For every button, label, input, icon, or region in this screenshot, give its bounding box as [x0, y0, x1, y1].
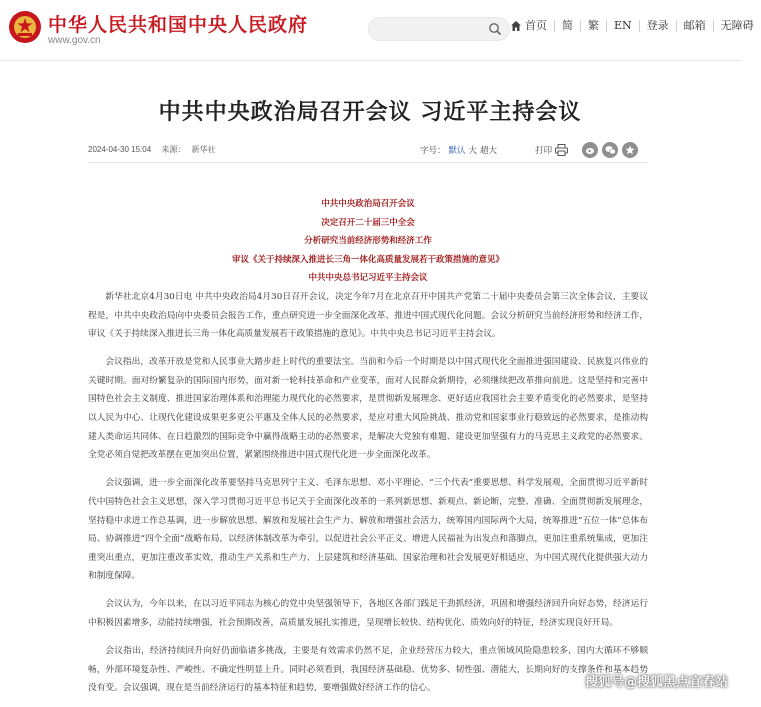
search-icon[interactable] [488, 22, 502, 36]
body-paragraph: 会议认为，今年以来，在以习近平同志为核心的党中央坚强领导下，各地区各部门践足干劲抓经济，巩固和增强经济回升向好态势，经济运行中积极因素增多，动能持续增强，社会预期改善，高质量发展扎实推进，呈现增长较快、结构优化、质效向好的特征，经济实现良好开局。 [88, 599, 648, 628]
nav-accessibility[interactable]: 无障碍 [713, 20, 761, 32]
print-label[interactable]: 打印 [535, 146, 553, 156]
home-icon[interactable] [510, 20, 522, 32]
source-name: 新华社 [191, 145, 216, 154]
sohu-watermark: 搜狐号@搜狐黑点宜春站 [584, 675, 728, 690]
body-paragraph: 会议强调，进一步全面深化改革要坚持马克思列宁主义、毛泽东思想、邓小平理论、“三个代表”重要思想、科学发展观，全面贯彻习近平新时代中国特色社会主义思想，深入学习贯彻习近平总书记关于全面深化改革的一系列新思想、新观点、新论断，完整、准确、全面贯彻新发展理念，坚持稳中求进工作总基调，进一步解放思想、解放和发展社会生产力、解放和增强社会活力，统筹国内国际两个大局，统筹推进“五位一体”总体布局、协调推进“四个全面”战略布局，以经济体制改革为牵引，以促进社会公平正义、增进人民福祉为出发点和落脚点，更加注重系统集成，更加注重突出重点，更加注重改革实效，推动生产关系和生产力、上层建筑和经济基础、国家治理和社会发展更好相适应，为中国式现代化提供强大动力和制度保障。 [88, 478, 648, 582]
print-icon[interactable] [555, 144, 568, 156]
font-size-large[interactable]: 大 [468, 146, 478, 156]
body-paragraph: 会议指出，改革开放是党和人民事业大踏步赶上时代的重要法宝。当前和今后一个时期是以中国式现代化全面推进强国建设、民族复兴伟业的关键时期。面对纷繁复杂的国际国内形势，面对新一轮科技革命和产业变革，面对人民群众新期待，必须继续把改革推向前进。这是坚持和完善中国特色社会主义制度、推进国家治理体系和治理能力现代化的必然要求，是贯彻新发展理念、更好适应我国社会主要矛盾变化的必然要求，是坚持以人民为中心、让现代化建设成果更多更公平惠及全体人民的必然要求，是应对重大风险挑战、推动党和国家事业行稳致远的必然要求，是推动构建人类命运共同体、在日趋激烈的国际竞争中赢得战略主动的必然要求，是解决大党独有难题、建设更加坚强有力的马克思主义政党的必然要求。全党必须自觉把改革摆在更加突出位置，紧紧围绕推进中国式现代化进一步全面深化改革。 [88, 357, 648, 461]
headline-line: 分析研究当前经济形势和经济工作 [304, 236, 432, 247]
font-size-xlarge[interactable]: 超大 [480, 146, 498, 156]
national-emblem-icon[interactable] [8, 10, 42, 44]
nav-simplified[interactable]: 简 [554, 20, 580, 32]
nav-english[interactable]: EN [606, 20, 639, 32]
source-label: 来源： [161, 145, 186, 154]
headline-line: 审议《关于持续深入推进长三角一体化高质量发展若干政策措施的意见》 [231, 254, 504, 265]
site-url: www.gov.cn [48, 35, 101, 46]
qzone-icon[interactable] [622, 142, 638, 158]
search-input[interactable] [368, 17, 510, 41]
article-title: 中共中央政治局召开会议 习近平主持会议 [158, 99, 582, 125]
article-headlines [88, 195, 648, 288]
site-header [0, 0, 754, 61]
font-size-default[interactable]: 默认 [448, 146, 466, 156]
nav-traditional[interactable]: 繁 [580, 20, 606, 32]
site-title[interactable]: 中华人民共和国中央人民政府 [48, 14, 309, 36]
article-meta [88, 144, 224, 155]
body-paragraph: 新华社北京4月30日电 中共中央政治局4月30日召开会议，决定今年7月在北京召开中国共产党第二十届中央委员会第三次全体会议，主要议程是，中共中央政治局向中央委员会报告工作，重点研究进一步全面深化改革、推进中国式现代化问题。会议分析研究当前经济形势和经济工作，审议《关于持续深入推进长三角一体化高质量发展若干政策措施的意见》。中共中央总书记习近平主持会议。 [88, 292, 648, 340]
wechat-icon[interactable] [602, 142, 618, 158]
article-tools [420, 142, 638, 158]
headline-line: 决定召开二十届三中全会 [321, 217, 415, 228]
weibo-icon[interactable] [582, 142, 598, 158]
publish-date: 2024-04-30 15:04 [88, 145, 152, 154]
nav-home[interactable]: 首页 [525, 19, 547, 32]
font-size-label: 字号： [420, 146, 446, 156]
headline-line: 中共中央政治局召开会议 [321, 199, 415, 209]
nav-login[interactable]: 登录 [639, 20, 676, 32]
headline-line: 中共中央总书记习近平主持会议 [308, 273, 428, 284]
article-body [88, 288, 648, 707]
body-paragraph: 会议指出，经济持续回升向好仍面临诸多挑战，主要是有效需求仍然不足，企业经营压力较大，重点领域风险隐患较多，国内大循环不够顺畅，外部环境复杂性、严峻性、不确定性明显上升。同时必须看到，我国经济基础稳、优势多、韧性强、潜能大，长期向好的支撑条件和基本趋势没有变。会议强调，现在是当前经济运行的基本特征和趋势，要增强做好经济工作的信心。 [88, 646, 648, 694]
top-nav [510, 20, 761, 32]
nav-mailbox[interactable]: 邮箱 [676, 20, 713, 32]
title-divider [88, 162, 648, 163]
